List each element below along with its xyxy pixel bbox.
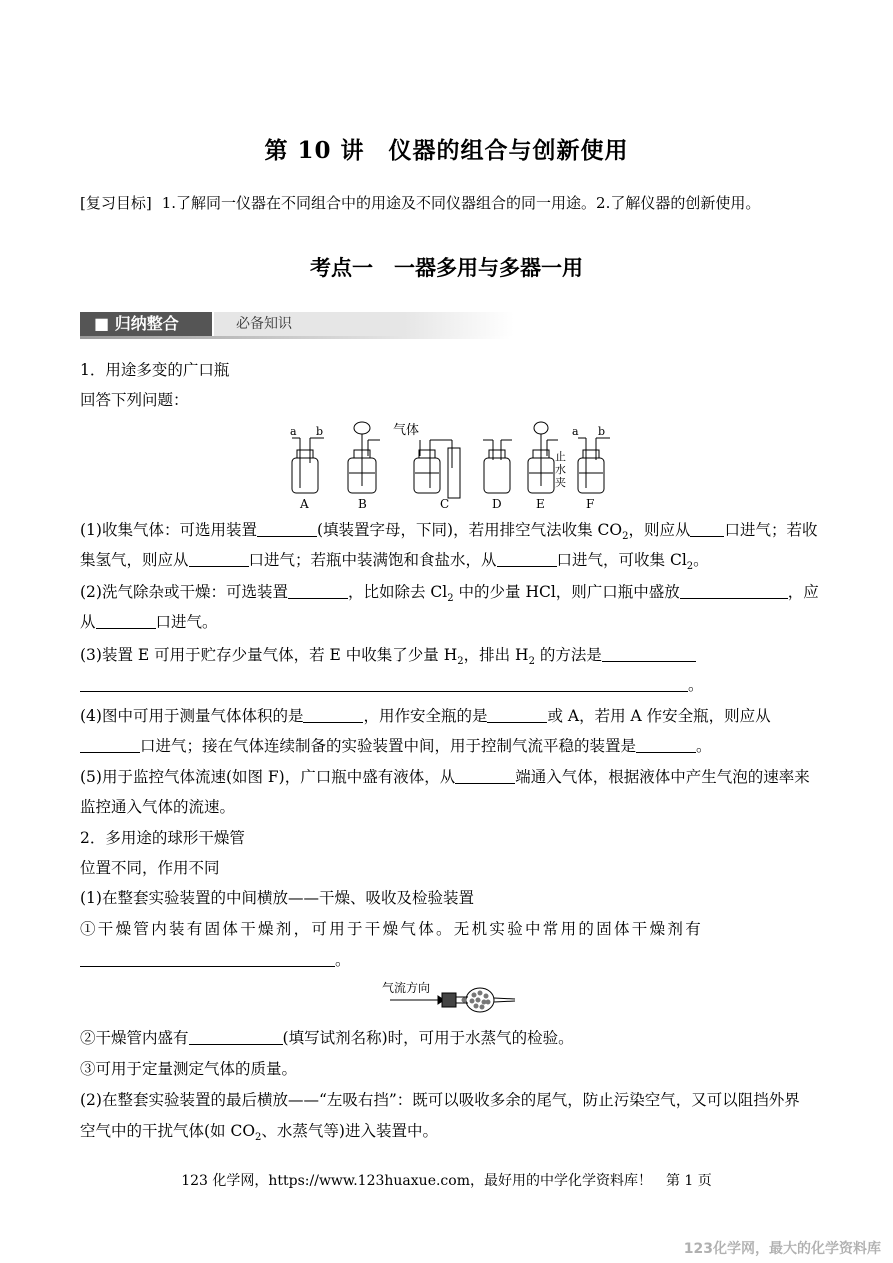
label-gas-flow: 气流方向 <box>382 981 431 995</box>
answer-blank[interactable] <box>80 950 335 967</box>
goal-text: 1.了解同一仪器在不同组合中的用途及不同仪器组合的同一用途。2.了解仪器的创新使用。 <box>161 194 761 212</box>
review-goal <box>80 192 820 213</box>
banner-label-left: ■ 归纳整合 <box>80 312 212 336</box>
answer-blank[interactable] <box>303 706 363 723</box>
label-gas: 气体 <box>393 423 420 438</box>
label-a: a <box>290 425 297 438</box>
label-a-2: a <box>572 425 579 438</box>
q3-line2: 。 <box>80 675 704 695</box>
banner-fade <box>404 312 514 336</box>
q5-line1: (5)用于监控气体流速(如图 F)，广口瓶中盛有液体，从 端通入气体，根据液体中产生气泡的速率来 <box>80 768 810 786</box>
label-b-2: b <box>598 425 606 438</box>
section-title: 考点一 一器多用与多器一用 <box>310 255 583 280</box>
label-A: A <box>300 497 309 511</box>
answer-blank[interactable] <box>96 612 156 629</box>
q1-line1: (1)收集气体：可选用装置 (填装置字母，下同)，若用排空气法收集 $CO_2$，则应从 口进气；若收 <box>80 521 818 543</box>
answer-blank[interactable] <box>189 1028 283 1045</box>
subsection-2-item1-blank: 。 <box>80 950 351 970</box>
drying-tube-figure <box>380 978 520 1018</box>
answer-blank[interactable] <box>497 550 557 567</box>
q4-line1: (4)图中可用于测量气体体积的是 ，用作安全瓶的是 或 A，若用 A 作安全瓶，则应从 <box>80 707 771 725</box>
subsection-2-h1: (1)在整套实验装置的中间横放——干燥、吸收及检验装置 <box>80 889 474 907</box>
subsection-2-item1: ①干燥管内装有固体干燥剂，可用于干燥气体。无机实验中常用的固体干燥剂有 <box>80 920 704 938</box>
label-b: b <box>316 425 324 438</box>
wide-bottle-figure <box>280 418 620 513</box>
answer-blank[interactable] <box>189 550 249 567</box>
page-title: 第 10 讲 仪器的组合与创新使用 <box>264 137 629 164</box>
banner-label-right: 必备知识 <box>214 312 404 336</box>
subsection-2-item3: ③可用于定量测定气体的质量。 <box>80 1060 298 1078</box>
subsection-2-h2-line2: 空气中的干扰气体(如 $CO_2$、水蒸气等)进入装置中。 <box>80 1122 438 1144</box>
subsection-2-intro: 位置不同，作用不同 <box>80 859 220 877</box>
answer-blank[interactable] <box>690 520 724 537</box>
page-footer: 123 化学网，https://www.123huaxue.com，最好用的中学化学资料库！ 第 1 页 <box>181 1173 712 1189</box>
answer-blank[interactable] <box>257 520 317 537</box>
q2-line2: 从 口进气。 <box>80 613 218 631</box>
subsection-2-h2-line1: (2)在整套实验装置的最后横放——“左吸右挡”：既可以吸收多余的尾气，防止污染空气，又可以阻挡外界 <box>80 1091 800 1109</box>
answer-blank[interactable] <box>487 706 547 723</box>
q5-line2: 监控通入气体的流速。 <box>80 798 236 816</box>
label-F: F <box>586 497 595 511</box>
q3-line1: (3)装置 E 可用于贮存少量气体，若 E 中收集了少量 $H_2$，排出 $H_2$ 的方法是 <box>80 645 696 672</box>
answer-blank[interactable] <box>636 736 696 753</box>
banner-rule <box>80 336 510 339</box>
watermark: 123化学网，最大的化学资料库 <box>683 1241 881 1257</box>
subsection-2-heading: 2．多用途的球形干燥管 <box>80 829 245 847</box>
answer-blank[interactable] <box>455 767 515 784</box>
label-clip-1: 止 <box>555 450 566 463</box>
goal-tag: [复习目标] <box>80 194 152 212</box>
label-clip-3: 夹 <box>555 476 566 489</box>
q2-line1: (2)洗气除杂或干燥：可选装置 ，比如除去 $Cl_2$ 中的少量 HCl，则广口瓶中盛放 ，应 <box>80 583 819 605</box>
answer-blank[interactable] <box>602 645 696 662</box>
answer-blank[interactable] <box>80 736 140 753</box>
answer-blank[interactable] <box>80 675 688 692</box>
q4-line2: 口进气；接在气体连续制备的实验装置中间，用于控制气流平稳的装置是 。 <box>80 736 712 756</box>
section-banner <box>80 312 435 338</box>
subsection-1-intro: 回答下列问题： <box>80 391 189 409</box>
label-E: E <box>536 497 545 511</box>
label-D: D <box>492 497 502 511</box>
subsection-1-heading: 1．用途多变的广口瓶 <box>80 361 230 379</box>
answer-blank[interactable] <box>288 582 348 599</box>
label-clip-2: 水 <box>555 463 566 476</box>
q1-line2: 集氢气，则应从 口进气；若瓶中装满饱和食盐水，从 口进气，可收集 $Cl_2$。 <box>80 551 709 573</box>
subsection-2-item2: ②干燥管内盛有 (填写试剂名称)时，可用于水蒸气的检验。 <box>80 1029 574 1047</box>
answer-blank[interactable] <box>680 582 788 599</box>
label-C: C <box>440 497 450 511</box>
label-B: B <box>358 497 367 511</box>
